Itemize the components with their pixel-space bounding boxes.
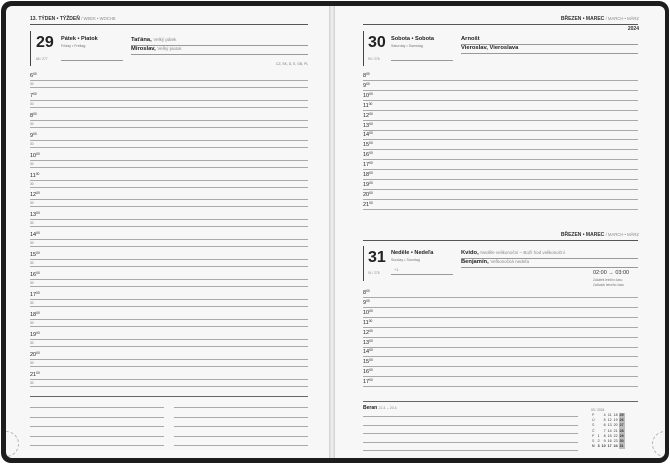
left-page: [6, 6, 329, 458]
hour-line: [30, 359, 308, 360]
hour-label: $13^{00}$: [363, 338, 373, 346]
hour-label: $8^{00}$: [30, 111, 37, 119]
hour-label: $12^{00}$: [30, 191, 40, 199]
hour-label: $10^{00}$: [363, 91, 373, 99]
note-line: [30, 436, 164, 437]
hour-line: [363, 139, 638, 140]
hour-label: $13^{00}$: [30, 211, 40, 219]
moon-symbol: +1: [394, 267, 399, 272]
hour-line: [363, 149, 638, 150]
day-of-year: 88 / 277: [36, 57, 48, 61]
week-label-en: WEEK • WOCHE: [83, 16, 116, 21]
note-line: [30, 407, 164, 408]
nameday-1: Taťána, Velký pátek: [131, 37, 177, 43]
hour-label: $20^{00}$: [363, 190, 373, 198]
country-codes: CZ, SK, D, E, GB, PL: [276, 62, 309, 66]
header-rule: [30, 24, 308, 25]
week-label: 13. TÝDEN • TÝŽDEŇ: [30, 16, 80, 22]
hour-line: [363, 366, 638, 367]
half-hour-label: 30: [30, 300, 34, 305]
hour-label: $14^{00}$: [363, 348, 373, 356]
day-number-31: 31: [368, 249, 386, 266]
hour-line: [363, 80, 638, 81]
half-hour-label: 30: [30, 261, 34, 266]
half-hour-label: 30: [30, 360, 34, 365]
hour-label: $11^{00}$: [363, 318, 373, 326]
hour-label: $21^{00}$: [30, 370, 40, 378]
half-hour-line: [30, 226, 308, 227]
half-hour-line: [30, 246, 308, 247]
hour-label: $15^{00}$: [363, 358, 373, 366]
hour-line: [363, 169, 638, 170]
half-hour-line: [30, 306, 308, 307]
note-line: [363, 433, 578, 434]
note-line: [363, 416, 578, 417]
hour-label: $8^{00}$: [363, 289, 370, 296]
hour-label: $6^{00}$: [30, 72, 37, 79]
hour-label: $19^{00}$: [30, 330, 40, 338]
note-line: [174, 445, 308, 446]
hour-label: $10^{00}$: [30, 151, 40, 159]
half-hour-label: 30: [30, 320, 34, 325]
note-line: [174, 436, 308, 437]
day-bar: [30, 31, 31, 66]
half-hour-label: 30: [30, 201, 34, 206]
week-header: 13. TÝDEN • TÝŽDEŇ / WEEK • WOCHE: [30, 16, 116, 22]
half-hour-label: 30: [30, 221, 34, 226]
hour-line: [363, 347, 638, 348]
nameday-30-2: Vieroslav, Vieroslava: [461, 45, 519, 51]
hour-line: [30, 219, 308, 220]
half-hour-line: [30, 147, 308, 148]
half-hour-label: 30: [30, 181, 34, 186]
month-header-top: BŘEZEN • MAREC / MARCH • MÄRZ: [560, 16, 639, 22]
note-line: [174, 417, 308, 418]
day-number: 29: [36, 34, 54, 51]
half-hour-label: 30: [30, 141, 34, 146]
note-line: [30, 426, 164, 427]
day-name: Pátek • Piatok: [61, 36, 98, 42]
hour-label: $17^{00}$: [363, 378, 373, 386]
hour-label: $12^{00}$: [363, 328, 373, 336]
half-hour-label: 30: [30, 82, 34, 86]
note-line: [30, 445, 164, 446]
day-name-30: Sobota • Sobota: [391, 36, 434, 42]
hour-label: $9^{00}$: [363, 298, 370, 306]
hour-label: $20^{00}$: [30, 350, 40, 358]
note-line: [30, 417, 164, 418]
hour-label: $12^{00}$: [363, 111, 373, 119]
hour-line: [30, 120, 308, 121]
half-hour-line: [30, 206, 308, 207]
hour-line: [363, 356, 638, 357]
hour-line: [30, 279, 308, 280]
hour-label: $15^{00}$: [363, 141, 373, 149]
hour-line: [363, 120, 638, 121]
hour-label: $11^{00}$: [363, 101, 373, 109]
day-name-31: Neděle • Nedeľa: [391, 250, 434, 256]
hour-label: $15^{00}$: [30, 251, 40, 259]
half-hour-line: [30, 167, 308, 168]
hour-line: [363, 386, 638, 387]
hour-line: [363, 199, 638, 200]
hour-line: [30, 100, 308, 101]
half-hour-label: 30: [30, 241, 34, 246]
dst-time: 02:00 → 03:00: [593, 270, 630, 276]
right-page: BŘEZEN • MAREC / MARCH • MÄRZ 2024 30 Sobota • Sobota Saturday • Samstag 90 / 276 Arnošt Vieroslav, Vieroslava $8^{00}$ $9^{00}$ $10^{00}$ $11^{00}$ $12^{00}$ $13^{00}$ $14^{00}$ $15^{00}$ $16^{00}$ $17^{00}$ $18^{00}$ $19^{00}$ $20^{00}$ $21^{00}$ BŘEZEN • MAREC / MARCH • MÄRZ 31 Neděle • Nedeľa Sunday • Sonntag 91 / 275 +1 Kvido, Neděle velikonoční – Boží hod velikonoční Benjamín, Veľkonočná nedeľa 02:00 → 03:00 Začátek letního času Začiatok letného času $8^{00}$ $9^{00}$ $10^{00}$ $11^{00}$ $12^{00}$ $13^{00}$ $14^{00}$ $15^{00}$ $16^{00}$ $17^{00}$ Beran 21.3. – 20.4. 03 / 2024 P 4 11 18 25 Ú 5 12 19 26 S 6 13 20 27 Č 7 14 21 28 P 1 8 15 22 29 S 2 9 16 23 30 N 3 10 17 24 31: [335, 6, 665, 458]
hour-line: [30, 239, 308, 240]
corner-perforation-right: [652, 431, 665, 457]
hour-line: [30, 379, 308, 380]
hour-label: $9^{00}$: [30, 131, 37, 139]
hour-line: [30, 299, 308, 300]
half-hour-label: 30: [30, 340, 34, 345]
month-header-mid: BŘEZEN • MAREC / MARCH • MÄRZ: [560, 232, 639, 238]
half-hour-line: [30, 187, 308, 188]
half-hour-line: [30, 366, 308, 367]
nameday-31-2: Benjamín, Veľkonočná nedeľa: [461, 259, 529, 265]
hour-label: $18^{00}$: [363, 171, 373, 178]
hour-line: [363, 189, 638, 190]
hour-label: $11^{00}$: [30, 171, 40, 179]
hour-label: $14^{00}$: [30, 231, 40, 239]
hour-line: [363, 307, 638, 308]
hour-line: [363, 317, 638, 318]
hour-line: [30, 319, 308, 320]
half-hour-line: [30, 386, 308, 387]
half-hour-label: 30: [30, 121, 34, 126]
hour-label: $16^{00}$: [363, 368, 373, 376]
half-hour-label: 30: [30, 380, 34, 385]
day-subtitle: Friday • Freitag: [61, 44, 86, 48]
hour-line: [363, 90, 638, 91]
hour-label: $13^{00}$: [363, 121, 373, 129]
hour-line: [363, 376, 638, 377]
hour-label: $7^{00}$: [30, 91, 37, 99]
note-line: [363, 425, 578, 426]
hour-line: [30, 140, 308, 141]
hour-line: [363, 100, 638, 101]
nameday-30-1: Arnošt: [461, 36, 480, 42]
note-line: [174, 407, 308, 408]
hour-line: [363, 130, 638, 131]
hour-line: [30, 80, 308, 81]
note-line: [174, 426, 308, 427]
hour-line: [363, 337, 638, 338]
hour-label: $19^{00}$: [363, 180, 373, 188]
note-line: [363, 450, 578, 451]
hour-line: [30, 199, 308, 200]
nameday-2: Miroslav, Veľký piatok: [131, 46, 182, 52]
day-number-30: 30: [368, 34, 386, 51]
half-hour-line: [30, 107, 308, 108]
day-underline: [61, 60, 123, 61]
hour-line: [363, 327, 638, 328]
half-hour-line: [30, 286, 308, 287]
half-hour-line: [30, 346, 308, 347]
half-hour-label: 30: [30, 101, 34, 106]
hour-label: $16^{00}$: [30, 271, 40, 278]
hour-line: [30, 160, 308, 161]
hour-label: $14^{00}$: [363, 131, 373, 139]
hour-label: $17^{00}$: [363, 161, 373, 169]
half-hour-line: [30, 266, 308, 267]
hour-line: [30, 180, 308, 181]
zodiac-sign: Beran 21.3. – 20.4.: [363, 405, 398, 411]
mini-calendar: 03 / 2024 P 4 11 18 25 Ú 5 12 19 26 S 6 13 20 27 Č 7 14 21 28 P 1 8 15 22 29 S 2 9 16 23 30 N 3 10 17 24 31: [591, 408, 624, 449]
corner-perforation: [6, 431, 19, 457]
nameday-31-1: Kvido, Neděle velikonoční – Boží hod velikonoční: [461, 250, 565, 256]
hour-line: [363, 297, 638, 298]
hour-label: $9^{00}$: [363, 81, 370, 89]
half-hour-label: 30: [30, 161, 34, 166]
half-hour-label: 30: [30, 281, 34, 285]
hour-line: [30, 259, 308, 260]
hour-label: $17^{00}$: [30, 290, 40, 298]
hour-label: $18^{00}$: [30, 310, 40, 318]
note-line: [363, 442, 578, 443]
half-hour-line: [30, 127, 308, 128]
hour-label: $21^{00}$: [363, 200, 373, 208]
hour-line: [363, 110, 638, 111]
hour-line: [363, 159, 638, 160]
hour-line: [363, 179, 638, 180]
year-label: 2024: [627, 26, 639, 32]
half-hour-line: [30, 87, 308, 88]
half-hour-line: [30, 326, 308, 327]
hour-line: [363, 209, 638, 210]
hour-line: [30, 339, 308, 340]
hour-label: $8^{00}$: [363, 72, 370, 79]
hour-label: $16^{00}$: [363, 151, 373, 159]
hour-label: $10^{00}$: [363, 308, 373, 316]
